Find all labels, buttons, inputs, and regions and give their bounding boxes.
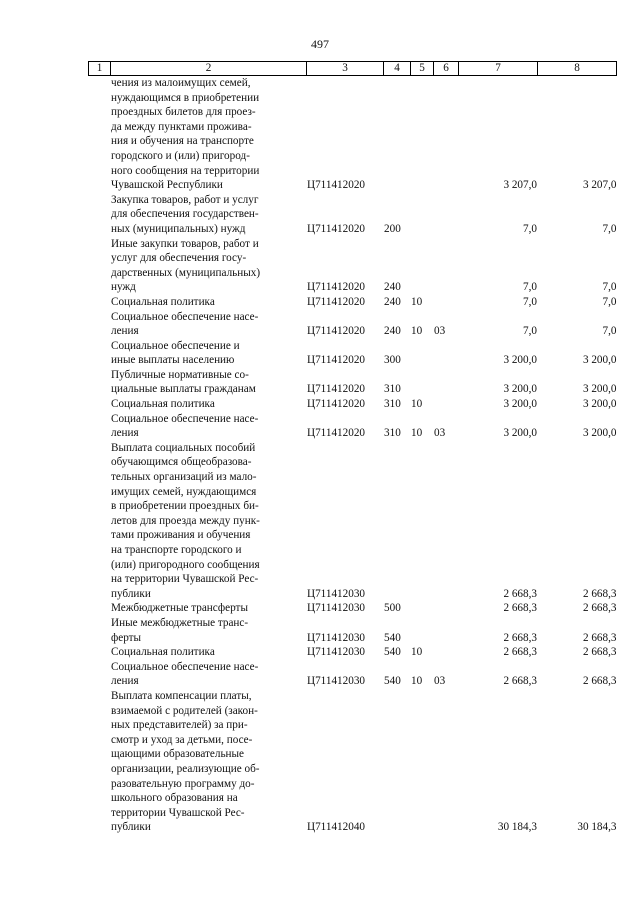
row-col6-cell	[434, 295, 459, 310]
row-col6-cell	[434, 412, 459, 441]
row-col6-cell	[434, 601, 459, 616]
row-col8-text: 2 668,3	[582, 587, 617, 600]
row-code-text: Ц711412020	[307, 354, 366, 367]
row-code-text: Ц711412020	[307, 281, 366, 294]
row-col6-cell	[434, 397, 459, 412]
row-col6-cell	[434, 76, 459, 193]
row-name-text: Межбюджетные трансферты	[111, 602, 248, 615]
row-col6-text: 03	[434, 675, 446, 688]
row-col7-text: 7,0	[523, 295, 537, 308]
row-col4-cell	[384, 368, 411, 397]
row-name-text: Социальное обеспечение и иные выплаты населению	[111, 339, 240, 367]
row-name-text: Социальное обеспечение насе- ления	[111, 660, 259, 688]
table-row	[89, 310, 617, 339]
row-name-text: Закупка товаров, работ и услуг для обеспечения государствен- ных (муниципальных) нужд	[111, 193, 259, 235]
row-name-cell	[111, 295, 307, 310]
row-col7-text: 2 668,3	[503, 646, 537, 659]
row-col8-text: 7,0	[602, 325, 617, 338]
row-name-text: Выплата социальных пособий обучающимся общеобразова- тельных организаций из мало- имущих семей, нуждающимся в приобретении проездных би- летов для проезда между пунк- тами проживания и обучения на транспорте городского и (или) пригородного сообщения на территории Чувашской Рес- публики	[111, 441, 260, 600]
row-col6-cell	[434, 310, 459, 339]
row-code-text: Ц711412020	[307, 179, 366, 192]
row-col6-text: 03	[434, 427, 446, 440]
row-code-cell	[307, 76, 384, 193]
row-col8-text: 7,0	[602, 295, 617, 308]
row-col4-text: 540	[384, 631, 401, 644]
row-col8-cell	[538, 601, 617, 616]
row-col7-text: 7,0	[523, 222, 537, 235]
row-index-cell	[89, 616, 111, 645]
table-row	[89, 368, 617, 397]
row-name-cell	[111, 310, 307, 339]
row-index-cell	[89, 339, 111, 368]
row-col8-text: 2 668,3	[582, 646, 617, 659]
table-row	[89, 339, 617, 368]
row-index-cell	[89, 76, 111, 193]
row-col7-cell	[459, 616, 538, 645]
row-col4-text: 240	[384, 325, 401, 338]
row-col8-text: 2 668,3	[582, 631, 617, 644]
row-col5-cell	[411, 339, 434, 368]
row-code-cell	[307, 295, 384, 310]
row-index-cell	[89, 368, 111, 397]
row-code-cell	[307, 660, 384, 689]
row-col8-cell	[538, 689, 617, 835]
row-col4-cell	[384, 310, 411, 339]
row-col6-cell	[434, 339, 459, 368]
row-col8-cell	[538, 616, 617, 645]
row-col7-cell	[459, 645, 538, 660]
row-col5-cell	[411, 295, 434, 310]
row-name-text: Социальное обеспечение насе- ления	[111, 412, 259, 440]
row-index-cell	[89, 645, 111, 660]
row-col7-cell	[459, 76, 538, 193]
table-row	[89, 616, 617, 645]
row-col4-cell	[384, 660, 411, 689]
table-header-row	[89, 62, 617, 76]
row-name-text: Иные межбюджетные транс- ферты	[111, 616, 249, 644]
row-col5-text: 10	[411, 398, 423, 411]
row-name-cell	[111, 193, 307, 237]
row-col4-cell	[384, 601, 411, 616]
row-col4-text: 540	[384, 646, 401, 659]
row-col7-text: 3 200,0	[503, 383, 537, 396]
row-col5-text: 10	[411, 646, 423, 659]
row-code-cell	[307, 368, 384, 397]
row-col7-cell	[459, 339, 538, 368]
row-col7-cell	[459, 310, 538, 339]
row-col7-cell	[459, 689, 538, 835]
row-name-text: Социальная политика	[111, 646, 215, 659]
table-row	[89, 193, 617, 237]
row-col4-cell	[384, 193, 411, 237]
row-col5-cell	[411, 368, 434, 397]
row-index-cell	[89, 397, 111, 412]
row-col8-cell	[538, 368, 617, 397]
row-col5-cell	[411, 645, 434, 660]
row-code-text: Ц711412030	[307, 675, 366, 688]
row-col8-text: 30 184,3	[577, 821, 617, 834]
row-code-cell	[307, 601, 384, 616]
row-code-cell	[307, 310, 384, 339]
row-index-cell	[89, 441, 111, 602]
row-col7-text: 30 184,3	[497, 821, 537, 834]
row-code-text: Ц711412030	[307, 646, 366, 659]
row-index-cell	[89, 689, 111, 835]
row-col5-cell	[411, 441, 434, 602]
row-name-text: Социальное обеспечение насе- ления	[111, 310, 259, 338]
col-header-4: 4	[384, 62, 411, 76]
row-code-cell	[307, 616, 384, 645]
row-col4-cell	[384, 645, 411, 660]
row-col5-text: 10	[411, 325, 423, 338]
row-code-cell	[307, 237, 384, 295]
row-index-cell	[89, 310, 111, 339]
row-col6-cell	[434, 193, 459, 237]
row-col5-cell	[411, 601, 434, 616]
row-col7-cell	[459, 295, 538, 310]
row-col7-text: 7,0	[523, 325, 537, 338]
row-code-cell	[307, 339, 384, 368]
row-col8-cell	[538, 76, 617, 193]
row-col4-text: 310	[384, 383, 401, 396]
table-row	[89, 645, 617, 660]
row-col5-cell	[411, 689, 434, 835]
row-col8-cell	[538, 660, 617, 689]
row-code-cell	[307, 645, 384, 660]
row-col8-cell	[538, 295, 617, 310]
row-col5-cell	[411, 310, 434, 339]
row-col7-text: 3 200,0	[503, 354, 537, 367]
col-header-8: 8	[538, 62, 617, 76]
row-col5-cell	[411, 397, 434, 412]
table-row	[89, 441, 617, 602]
row-col7-cell	[459, 441, 538, 602]
row-name-cell	[111, 660, 307, 689]
row-col6-cell	[434, 689, 459, 835]
row-col8-text: 3 200,0	[582, 398, 617, 411]
row-col5-cell	[411, 76, 434, 193]
row-col5-text: 10	[411, 427, 423, 440]
row-name-text: Выплата компенсации платы, взимаемой с родителей (закон- ных представителей) за при- смотр и уход за детьми, посе- щающими образовательные организации, реализующие об- разовательную программу до- школьного образования на территории Чувашской Рес- публики	[111, 689, 260, 834]
col-header-7: 7	[459, 62, 538, 76]
table-row	[89, 295, 617, 310]
row-code-text: Ц711412020	[307, 427, 366, 440]
row-col5-cell	[411, 616, 434, 645]
row-name-cell	[111, 645, 307, 660]
row-index-cell	[89, 295, 111, 310]
row-col4-text: 310	[384, 427, 401, 440]
row-col4-text: 310	[384, 398, 401, 411]
row-name-text: Социальная политика	[111, 398, 215, 411]
col-header-6: 6	[434, 62, 459, 76]
row-col8-cell	[538, 193, 617, 237]
row-code-text: Ц711412020	[307, 325, 366, 338]
page-number: 497	[311, 37, 329, 51]
row-code-cell	[307, 689, 384, 835]
row-col5-cell	[411, 193, 434, 237]
table-row	[89, 689, 617, 835]
col-header-1: 1	[89, 62, 111, 76]
row-col6-text: 03	[434, 325, 446, 338]
row-code-text: Ц711412020	[307, 398, 366, 411]
row-name-cell	[111, 412, 307, 441]
row-col4-cell	[384, 616, 411, 645]
row-col8-cell	[538, 412, 617, 441]
row-col7-cell	[459, 368, 538, 397]
row-code-text: Ц711412030	[307, 602, 366, 615]
row-name-text: чения из малоимущих семей, нуждающимся в приобретении проездных билетов для проез- да между пунктами проживa- ния и обучения на транспорте городского и (или) пригород- ного сообщения на территории Чувашской Республики	[111, 77, 260, 192]
row-col7-text: 2 668,3	[503, 675, 537, 688]
row-col8-cell	[538, 237, 617, 295]
row-col8-text: 2 668,3	[582, 675, 617, 688]
table-row	[89, 237, 617, 295]
row-col7-text: 2 668,3	[503, 587, 537, 600]
row-code-text: Ц711412020	[307, 383, 366, 396]
row-col4-cell	[384, 76, 411, 193]
row-name-cell	[111, 76, 307, 193]
row-col4-cell	[384, 412, 411, 441]
row-code-text: Ц711412030	[307, 631, 366, 644]
row-name-cell	[111, 339, 307, 368]
table-row	[89, 397, 617, 412]
row-col5-cell	[411, 412, 434, 441]
row-col4-text: 540	[384, 675, 401, 688]
row-col8-text: 7,0	[602, 222, 617, 235]
row-col4-text: 300	[384, 354, 401, 367]
table-row	[89, 660, 617, 689]
row-col7-text: 3 200,0	[503, 427, 537, 440]
row-name-cell	[111, 397, 307, 412]
row-col6-cell	[434, 237, 459, 295]
row-col7-cell	[459, 237, 538, 295]
row-col8-text: 3 200,0	[582, 383, 617, 396]
row-col7-cell	[459, 397, 538, 412]
table-row	[89, 76, 617, 193]
row-col7-cell	[459, 660, 538, 689]
row-col4-cell	[384, 689, 411, 835]
col-header-5: 5	[411, 62, 434, 76]
row-name-cell	[111, 441, 307, 602]
row-col7-text: 7,0	[523, 281, 537, 294]
row-col6-cell	[434, 616, 459, 645]
row-code-text: Ц711412030	[307, 587, 366, 600]
row-name-cell	[111, 616, 307, 645]
col-header-3: 3	[307, 62, 384, 76]
col-header-2: 2	[111, 62, 307, 76]
row-col8-text: 3 200,0	[582, 427, 617, 440]
row-name-text: Иные закупки товаров, работ и услуг для обеспечения госу- дарственных (муниципальных) нужд	[111, 237, 261, 294]
row-col6-cell	[434, 441, 459, 602]
row-col6-cell	[434, 645, 459, 660]
row-code-cell	[307, 193, 384, 237]
row-col8-cell	[538, 397, 617, 412]
row-name-cell	[111, 237, 307, 295]
row-col5-cell	[411, 237, 434, 295]
row-code-text: Ц711412040	[307, 821, 366, 834]
table-row	[89, 412, 617, 441]
row-index-cell	[89, 237, 111, 295]
budget-table	[88, 61, 617, 835]
row-col8-text: 3 200,0	[582, 354, 617, 367]
table-row	[89, 601, 617, 616]
row-col7-text: 2 668,3	[503, 631, 537, 644]
row-col4-cell	[384, 237, 411, 295]
row-code-text: Ц711412020	[307, 222, 366, 235]
row-name-cell	[111, 368, 307, 397]
row-col8-cell	[538, 441, 617, 602]
row-code-cell	[307, 412, 384, 441]
row-col8-text: 3 207,0	[582, 179, 617, 192]
row-col5-text: 10	[411, 675, 423, 688]
row-index-cell	[89, 601, 111, 616]
row-col8-text: 2 668,3	[582, 602, 617, 615]
row-index-cell	[89, 412, 111, 441]
row-col7-text: 3 200,0	[503, 398, 537, 411]
row-col6-cell	[434, 660, 459, 689]
row-col4-text: 500	[384, 602, 401, 615]
row-code-cell	[307, 397, 384, 412]
row-col5-cell	[411, 660, 434, 689]
row-code-cell	[307, 441, 384, 602]
row-col4-text: 240	[384, 281, 401, 294]
row-col5-text: 10	[411, 295, 423, 308]
row-col8-text: 7,0	[602, 281, 617, 294]
row-col7-cell	[459, 412, 538, 441]
row-col7-text: 2 668,3	[503, 602, 537, 615]
row-col4-cell	[384, 339, 411, 368]
row-col8-cell	[538, 339, 617, 368]
row-index-cell	[89, 660, 111, 689]
row-col7-cell	[459, 193, 538, 237]
row-col4-text: 200	[384, 222, 401, 235]
row-col4-cell	[384, 441, 411, 602]
row-col7-text: 3 207,0	[503, 179, 537, 192]
row-name-cell	[111, 601, 307, 616]
row-name-text: Публичные нормативные со- циальные выплаты гражданам	[111, 368, 256, 396]
row-col4-cell	[384, 295, 411, 310]
row-col4-cell	[384, 397, 411, 412]
row-col6-cell	[434, 368, 459, 397]
row-index-cell	[89, 193, 111, 237]
row-name-text: Социальная политика	[111, 295, 215, 308]
row-name-cell	[111, 689, 307, 835]
row-col4-text: 240	[384, 295, 401, 308]
row-code-text: Ц711412020	[307, 295, 366, 308]
row-col8-cell	[538, 645, 617, 660]
row-col7-cell	[459, 601, 538, 616]
row-col8-cell	[538, 310, 617, 339]
